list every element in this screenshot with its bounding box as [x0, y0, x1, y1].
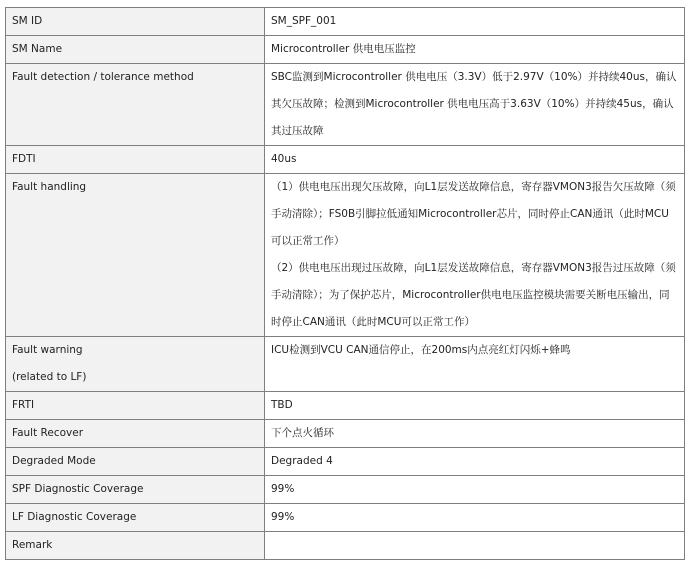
row-value: Degraded 4: [265, 448, 685, 476]
fault-handling-paragraph-2: （2）供电电压出现过压故障，向L1层发送故障信息，寄存器VMON3报告过压故障（须手动清除）；为了保护芯片，Microcontroller供电电压监控模块需要关断电压输出，同时停止CAN通讯（此时MCU可以正常工作）: [271, 262, 676, 328]
table-row-fault-warning: [6, 337, 685, 392]
row-value: SBC监测到Microcontroller 供电电压（3.3V）低于2.97V（10%）并持续40us，确认其欠压故障；检测到Microcontroller 供电电压高于3.63V（10%）并持续45us，确认其过压故障: [265, 64, 685, 146]
table-row-sm-name: [6, 36, 685, 64]
row-label: LF Diagnostic Coverage: [6, 504, 265, 532]
table-row-sm-id: [6, 8, 685, 36]
row-label: FDTI: [6, 146, 265, 174]
table-row-fault-handling: [6, 174, 685, 337]
row-value: ICU检测到VCU CAN通信停止，在200ms内点亮红灯闪烁+蜂鸣: [265, 337, 685, 392]
table-row-remark: [6, 532, 685, 560]
safety-mechanism-table: [5, 7, 685, 560]
table-row-fault-detection: [6, 64, 685, 146]
row-label: Fault detection / tolerance method: [6, 64, 265, 146]
row-label: SM ID: [6, 8, 265, 36]
fault-handling-paragraph-1: （1）供电电压出现欠压故障，向L1层发送故障信息，寄存器VMON3报告欠压故障（须手动清除）；FS0B引脚拉低通知Microcontroller芯片，同时停止CAN通讯（此时MCU可以正常工作）: [271, 181, 676, 247]
row-value: [265, 174, 685, 337]
row-label: SPF Diagnostic Coverage: [6, 476, 265, 504]
row-value: SM_SPF_001: [265, 8, 685, 36]
row-label: SM Name: [6, 36, 265, 64]
table-row-degraded-mode: [6, 448, 685, 476]
row-label: [6, 337, 265, 392]
table-row-fdti: [6, 146, 685, 174]
row-value: 40us: [265, 146, 685, 174]
row-label-line-2: (related to LF): [12, 371, 87, 383]
row-value: [265, 532, 685, 560]
table-row-lf-coverage: [6, 504, 685, 532]
table-row-fault-recover: [6, 420, 685, 448]
row-value: 下个点火循环: [265, 420, 685, 448]
row-label-line-1: Fault warning: [12, 344, 83, 356]
table-row-spf-coverage: [6, 476, 685, 504]
row-value: Microcontroller 供电电压监控: [265, 36, 685, 64]
row-label: Fault Recover: [6, 420, 265, 448]
safety-mechanism-sheet: [5, 7, 684, 560]
row-value: 99%: [265, 476, 685, 504]
row-label: Remark: [6, 532, 265, 560]
row-value: 99%: [265, 504, 685, 532]
row-value: TBD: [265, 392, 685, 420]
row-label: Degraded Mode: [6, 448, 265, 476]
table-row-frti: [6, 392, 685, 420]
row-label: Fault handling: [6, 174, 265, 337]
row-label: FRTI: [6, 392, 265, 420]
